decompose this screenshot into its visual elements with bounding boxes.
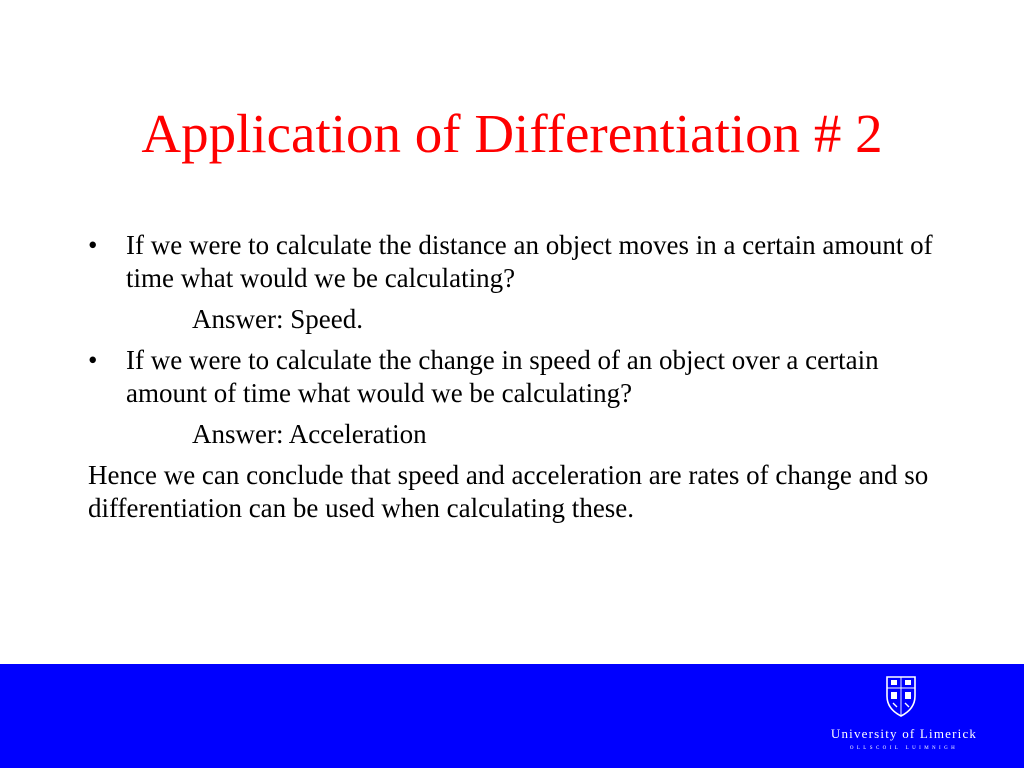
bullet-dot: • (88, 345, 98, 375)
bullet-item-2 (88, 344, 948, 410)
answer-text: Answer: Speed. (192, 304, 363, 334)
slide-title: Application of Differentiation # 2 (141, 103, 883, 164)
university-logo (816, 726, 992, 754)
university-irish-name: OLLSCOIL LUIMNIGH (849, 746, 959, 751)
bullet-text: If we were to calculate the change in speed of an object over a certain amount of time what would we be calculating? (126, 345, 879, 408)
bullet-text: If we were to calculate the distance an object moves in a certain amount of time what would we be calculating? (126, 230, 933, 293)
answer-text: Answer: Acceleration (192, 419, 427, 449)
university-crest-icon (883, 674, 919, 718)
conclusion-text: Hence we can conclude that speed and acceleration are rates of change and so differentiation can be used when calculating these. (88, 460, 929, 523)
bullet-item-1 (88, 229, 948, 295)
slide-body (88, 229, 948, 525)
bullet-dot: • (88, 230, 98, 260)
university-name: University of Limerick (830, 726, 978, 741)
